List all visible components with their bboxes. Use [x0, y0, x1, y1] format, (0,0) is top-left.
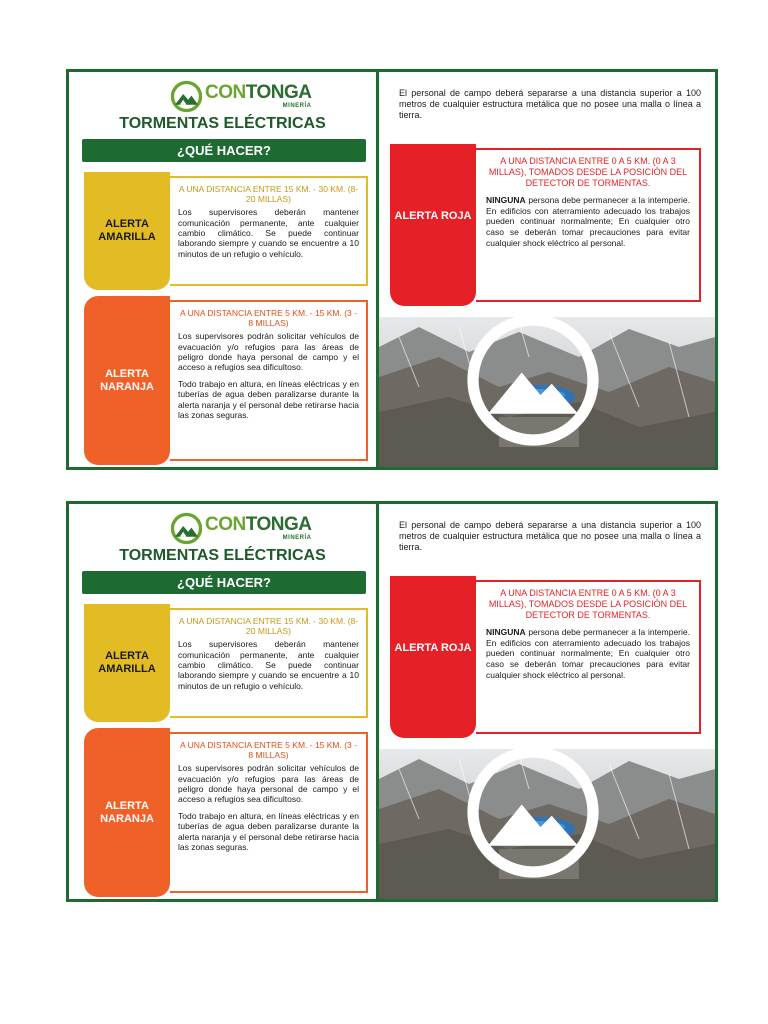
safety-card-2	[66, 501, 718, 902]
left-panel	[69, 504, 379, 899]
red-alert-body-strong: NINGUNA	[486, 627, 526, 638]
card-title: TORMENTAS ELÉCTRICAS	[119, 547, 326, 564]
contonga-logo	[170, 78, 312, 114]
yellow-alert	[84, 604, 368, 722]
mountain-logo-icon	[170, 512, 203, 545]
yellow-alert-body: Los supervisores deberán mantener comunicación permanente, ante cualquier cambio climático. Se puede continuar laborando siempre y cuando se encuentre a 10 minutos de un refugio o vehículo.	[178, 207, 359, 259]
orange-alert	[84, 296, 368, 465]
orange-alert	[84, 728, 368, 897]
watermark-logo-icon	[379, 737, 701, 887]
intro-text: El personal de campo deberá separarse a una distancia superior a 100 metros de cualquier estructura metálica que no posee una malla o línea a tierra.	[399, 520, 701, 552]
orange-alert-label: ALERTA NARANJA	[84, 296, 170, 465]
red-alert-label: ALERTA ROJA	[390, 144, 476, 306]
yellow-alert-box	[170, 608, 368, 718]
orange-alert-body-2: Todo trabajo en altura, en líneas eléctricas y en tuberías de agua deben paralizarse durante la alerta naranja y el personal debe retirarse hacia las zonas seguras.	[178, 378, 359, 420]
subtitle-bar: ¿QUÉ HACER?	[82, 571, 366, 594]
red-alert	[390, 144, 701, 306]
brand-sub: MINERÍA	[282, 103, 312, 109]
red-alert-body-text: persona debe permanecer a la intemperie. En edificios con aterramiento adecuado los trabajos pueden continuar normalmente; En cualquier otro caso se deberán tomar precauciones para evitar cualquier shock eléctrico al personal.	[486, 195, 690, 248]
red-alert-body-strong: NINGUNA	[486, 195, 526, 206]
orange-alert-heading: A UNA DISTANCIA ENTRE 5 KM. - 15 KM. (3 - 8 MILLAS)	[180, 308, 357, 329]
brand-sub: MINERÍA	[282, 535, 312, 541]
red-alert-label: ALERTA ROJA	[390, 576, 476, 738]
right-panel	[379, 504, 715, 899]
orange-alert-body-2: Todo trabajo en altura, en líneas eléctricas y en tuberías de agua deben paralizarse durante la alerta naranja y el personal debe retirarse hacia las zonas seguras.	[178, 810, 359, 852]
red-alert-box	[476, 580, 701, 734]
brand-name-part1: CON	[205, 82, 246, 103]
safety-card-1	[66, 69, 718, 470]
red-alert-body	[486, 195, 690, 248]
brand-name-part2: TONGA	[245, 514, 312, 535]
yellow-alert-label: ALERTA AMARILLA	[84, 172, 170, 290]
red-alert-body-text: persona debe permanecer a la intemperie. En edificios con aterramiento adecuado los trabajos pueden continuar normalmente; En cualquier otro caso se deberán tomar precauciones para evitar cualquier shock eléctrico al personal.	[486, 627, 690, 680]
mountain-logo-icon	[170, 80, 203, 113]
right-panel	[379, 72, 715, 467]
storm-landscape-photo	[379, 749, 715, 899]
orange-alert-body-1: Los supervisores podrán solicitar vehículos de evacuación y/o refugios para las áreas de peligro donde haya personal de campo y el acceso a refugios sea dificultoso.	[178, 331, 359, 373]
watermark-logo-icon	[379, 305, 701, 455]
orange-alert-label: ALERTA NARANJA	[84, 728, 170, 897]
yellow-alert-box	[170, 176, 368, 286]
contonga-logo	[170, 510, 312, 546]
orange-alert-box	[170, 732, 368, 893]
intro-text: El personal de campo deberá separarse a una distancia superior a 100 metros de cualquier estructura metálica que no posee una malla o línea a tierra.	[399, 88, 701, 120]
yellow-alert	[84, 172, 368, 290]
brand-name-part1: CON	[205, 514, 246, 535]
orange-alert-body-1: Los supervisores podrán solicitar vehículos de evacuación y/o refugios para las áreas de peligro donde haya personal de campo y el acceso a refugios sea dificultoso.	[178, 763, 359, 805]
yellow-alert-body: Los supervisores deberán mantener comunicación permanente, ante cualquier cambio climático. Se puede continuar laborando siempre y cuando se encuentre a 10 minutos de un refugio o vehículo.	[178, 639, 359, 691]
orange-alert-heading: A UNA DISTANCIA ENTRE 5 KM. - 15 KM. (3 - 8 MILLAS)	[180, 740, 357, 761]
card-title: TORMENTAS ELÉCTRICAS	[119, 115, 326, 132]
storm-landscape-photo	[379, 317, 715, 467]
yellow-alert-heading: A UNA DISTANCIA ENTRE 15 KM. - 30 KM. (8-20 MILLAS)	[178, 616, 359, 637]
subtitle-bar: ¿QUÉ HACER?	[82, 139, 366, 162]
yellow-alert-heading: A UNA DISTANCIA ENTRE 15 KM. - 30 KM. (8-20 MILLAS)	[178, 184, 359, 205]
yellow-alert-label: ALERTA AMARILLA	[84, 604, 170, 722]
brand-name-part2: TONGA	[245, 82, 312, 103]
red-alert-box	[476, 148, 701, 302]
left-panel	[69, 72, 379, 467]
red-alert-heading: A UNA DISTANCIA ENTRE 0 A 5 KM. (0 A 3 MILLAS), TOMADOS DESDE LA POSICIÓN DEL DETECTOR DE TORMENTAS.	[488, 588, 688, 620]
red-alert-body	[486, 627, 690, 680]
red-alert	[390, 576, 701, 738]
orange-alert-box	[170, 300, 368, 461]
red-alert-heading: A UNA DISTANCIA ENTRE 0 A 5 KM. (0 A 3 MILLAS), TOMADOS DESDE LA POSICIÓN DEL DETECTOR DE TORMENTAS.	[488, 156, 688, 188]
